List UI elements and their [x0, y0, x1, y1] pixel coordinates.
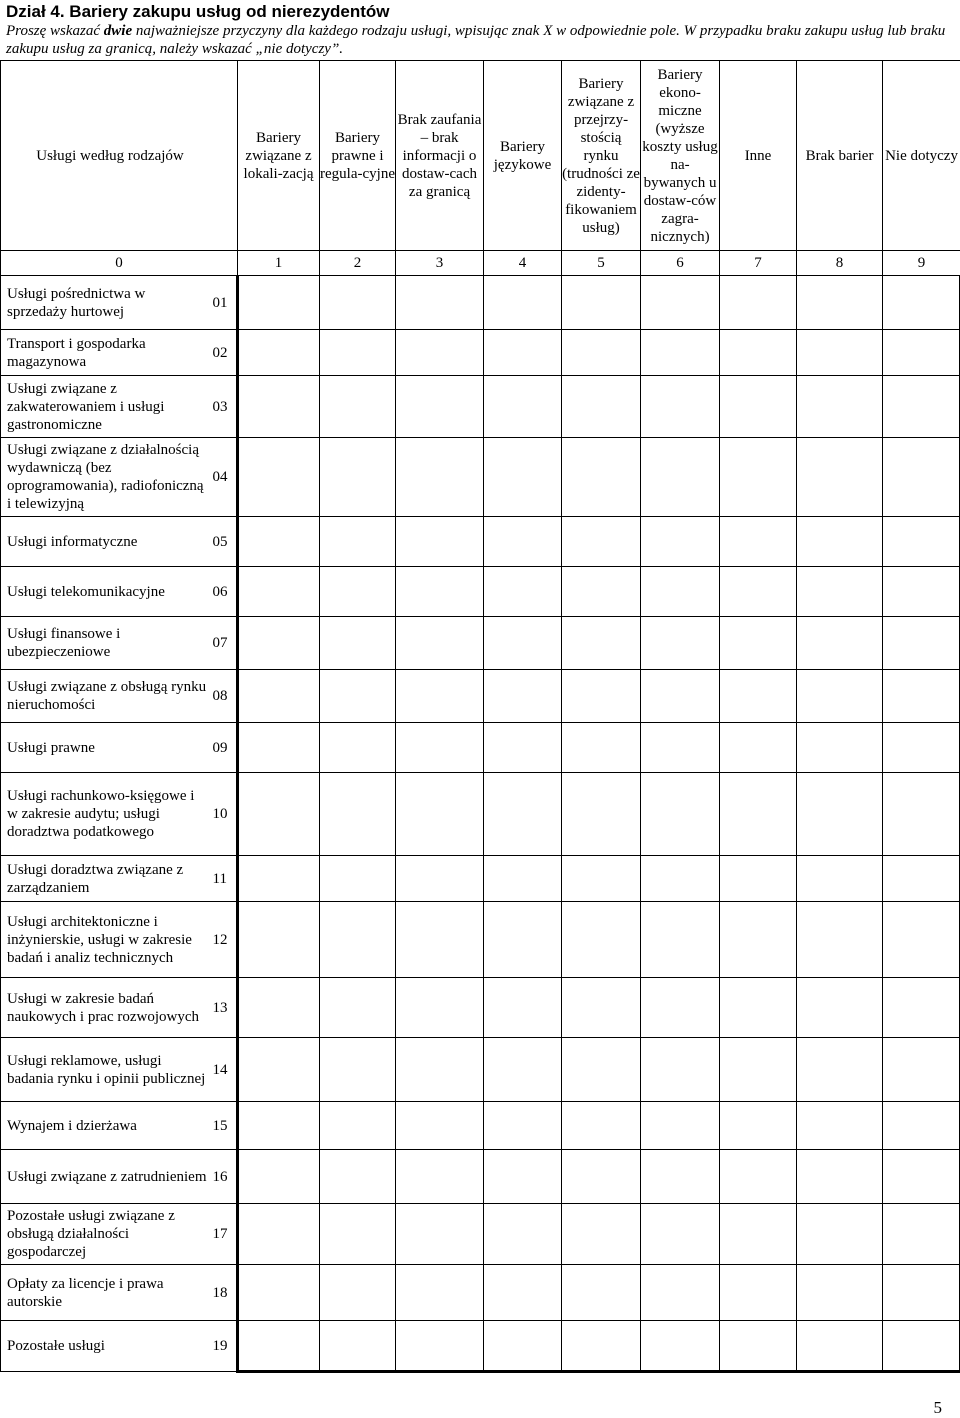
answer-cell[interactable] [484, 276, 562, 330]
instructions-part-b: najważniejsze przyczyny dla każdego rodzaju usługi, wpisując znak X w odpowiednie pole. W przypadku braku zakupu usług lub braku zakupu usług za granicą, należy wskazać „nie dotyczy”. [6, 23, 945, 57]
answer-cell[interactable] [562, 438, 641, 517]
row-code: 15 [211, 1102, 238, 1150]
row-label: Usługi związane z zatrudnieniem [1, 1150, 211, 1204]
answer-cell[interactable] [562, 330, 641, 376]
answer-cell[interactable] [641, 1321, 720, 1372]
answer-cell[interactable] [883, 773, 960, 856]
row-label: Transport i gospodarka magazynowa [1, 330, 211, 376]
answer-cell[interactable] [396, 1204, 484, 1265]
answer-cell[interactable] [641, 978, 720, 1038]
answer-cell[interactable] [396, 978, 484, 1038]
col-number: 2 [320, 251, 396, 276]
answer-cell[interactable] [484, 1321, 562, 1372]
answer-cell[interactable] [396, 1102, 484, 1150]
answer-cell[interactable] [238, 978, 320, 1038]
answer-cell[interactable] [562, 902, 641, 978]
answer-cell[interactable] [641, 1150, 720, 1204]
answer-cell[interactable] [720, 1204, 797, 1265]
answer-cell[interactable] [562, 1321, 641, 1372]
answer-cell[interactable] [396, 670, 484, 723]
col-header-legal: Bariery prawne i regula-cyjne [320, 61, 396, 251]
answer-cell[interactable] [396, 1150, 484, 1204]
answer-cell[interactable] [641, 1038, 720, 1102]
answer-cell[interactable] [484, 438, 562, 517]
answer-cell[interactable] [396, 723, 484, 773]
table-row [1, 1150, 960, 1204]
answer-cell[interactable] [320, 902, 396, 978]
answer-cell[interactable] [484, 1038, 562, 1102]
answer-cell[interactable] [797, 1204, 883, 1265]
instructions-bold: dwie [104, 23, 132, 39]
col-header-language: Bariery językowe [484, 61, 562, 251]
row-code: 09 [211, 723, 238, 773]
answer-cell[interactable] [238, 567, 320, 617]
answer-cell[interactable] [238, 723, 320, 773]
answer-cell[interactable] [396, 330, 484, 376]
answer-cell[interactable] [562, 1038, 641, 1102]
answer-cell[interactable] [320, 856, 396, 902]
table-row [1, 276, 960, 330]
answer-cell[interactable] [720, 1038, 797, 1102]
answer-cell[interactable] [720, 376, 797, 438]
answer-cell[interactable] [562, 723, 641, 773]
section-heading [6, 2, 956, 58]
answer-cell[interactable] [484, 773, 562, 856]
answer-cell[interactable] [797, 376, 883, 438]
col-header-economic: Bariery ekono-miczne (wyższe koszty usług na-bywanych u dostaw-ców zagra-nicznych) [641, 61, 720, 251]
col-header-other: Inne [720, 61, 797, 251]
table-row [1, 902, 960, 978]
answer-cell[interactable] [883, 567, 960, 617]
col-header-trust: Brak zaufania – brak informacji o dostaw-cach za granicą [396, 61, 484, 251]
col-header-not-applicable: Nie dotyczy [883, 61, 960, 251]
answer-cell[interactable] [396, 856, 484, 902]
row-label: Usługi pośrednictwa w sprzedaży hurtowej [1, 276, 211, 330]
col-number: 3 [396, 251, 484, 276]
answer-cell[interactable] [883, 330, 960, 376]
row-code: 13 [211, 978, 238, 1038]
answer-cell[interactable] [562, 1265, 641, 1321]
answer-cell[interactable] [396, 617, 484, 670]
answer-cell[interactable] [797, 723, 883, 773]
col-header-transparency: Bariery związane z przejrzy-stością rynku (trudności ze zidenty-fikowaniem usług) [562, 61, 641, 251]
answer-cell[interactable] [641, 330, 720, 376]
answer-cell[interactable] [883, 1102, 960, 1150]
table-body [1, 276, 960, 1372]
answer-cell[interactable] [484, 1204, 562, 1265]
answer-cell[interactable] [238, 1265, 320, 1321]
answer-cell[interactable] [883, 1265, 960, 1321]
row-code: 06 [211, 567, 238, 617]
table-row [1, 438, 960, 517]
col-number: 5 [562, 251, 641, 276]
answer-cell[interactable] [238, 856, 320, 902]
row-code: 14 [211, 1038, 238, 1102]
table-row [1, 517, 960, 567]
answer-cell[interactable] [797, 517, 883, 567]
answer-cell[interactable] [562, 276, 641, 330]
answer-cell[interactable] [797, 1038, 883, 1102]
answer-cell[interactable] [883, 438, 960, 517]
row-label: Wynajem i dzierżawa [1, 1102, 211, 1150]
answer-cell[interactable] [484, 1265, 562, 1321]
row-label: Usługi prawne [1, 723, 211, 773]
col-number: 9 [883, 251, 960, 276]
answer-cell[interactable] [883, 670, 960, 723]
answer-cell[interactable] [238, 1038, 320, 1102]
table-row [1, 330, 960, 376]
row-label: Usługi związane z działalnością wydawniczą (bez oprogramowania), radiofoniczną i telewizyjną [1, 438, 211, 517]
answer-cell[interactable] [238, 773, 320, 856]
answer-cell[interactable] [883, 376, 960, 438]
answer-cell[interactable] [797, 1150, 883, 1204]
answer-cell[interactable] [797, 902, 883, 978]
answer-cell[interactable] [396, 567, 484, 617]
answer-cell[interactable] [320, 670, 396, 723]
instructions [6, 22, 956, 58]
answer-cell[interactable] [720, 856, 797, 902]
header-row [1, 61, 960, 251]
answer-cell[interactable] [720, 1321, 797, 1372]
row-code: 11 [211, 856, 238, 902]
answer-cell[interactable] [641, 856, 720, 902]
answer-cell[interactable] [641, 1265, 720, 1321]
answer-cell[interactable] [396, 276, 484, 330]
row-label: Usługi w zakresie badań naukowych i prac rozwojowych [1, 978, 211, 1038]
answer-cell[interactable] [883, 1321, 960, 1372]
answer-cell[interactable] [562, 1102, 641, 1150]
answer-cell[interactable] [562, 1204, 641, 1265]
answer-cell[interactable] [883, 978, 960, 1038]
col-header-no-barriers: Brak barier [797, 61, 883, 251]
answer-cell[interactable] [320, 517, 396, 567]
row-code: 02 [211, 330, 238, 376]
answer-cell[interactable] [641, 670, 720, 723]
answer-cell[interactable] [883, 902, 960, 978]
answer-cell[interactable] [484, 670, 562, 723]
answer-cell[interactable] [720, 773, 797, 856]
answer-cell[interactable] [396, 376, 484, 438]
answer-cell[interactable] [484, 902, 562, 978]
answer-cell[interactable] [396, 1321, 484, 1372]
col-number: 4 [484, 251, 562, 276]
answer-cell[interactable] [797, 773, 883, 856]
answer-cell[interactable] [396, 773, 484, 856]
answer-cell[interactable] [883, 856, 960, 902]
answer-cell[interactable] [883, 1038, 960, 1102]
answer-cell[interactable] [883, 517, 960, 567]
col-number: 8 [797, 251, 883, 276]
answer-cell[interactable] [641, 1204, 720, 1265]
answer-cell[interactable] [396, 517, 484, 567]
answer-cell[interactable] [238, 438, 320, 517]
instructions-part-a: Proszę wskazać [6, 23, 104, 39]
answer-cell[interactable] [720, 517, 797, 567]
row-label: Usługi telekomunikacyjne [1, 567, 211, 617]
answer-cell[interactable] [320, 1038, 396, 1102]
table-row [1, 978, 960, 1038]
row-label: Pozostałe usługi związane z obsługą działalności gospodarczej [1, 1204, 211, 1265]
answer-cell[interactable] [396, 1038, 484, 1102]
row-label: Usługi architektoniczne i inżynierskie, usługi w zakresie badań i analiz technicznych [1, 902, 211, 978]
answer-cell[interactable] [720, 567, 797, 617]
answer-cell[interactable] [797, 1102, 883, 1150]
answer-cell[interactable] [720, 670, 797, 723]
answer-cell[interactable] [720, 438, 797, 517]
answer-cell[interactable] [797, 276, 883, 330]
answer-cell[interactable] [797, 670, 883, 723]
answer-cell[interactable] [720, 1150, 797, 1204]
answer-cell[interactable] [641, 773, 720, 856]
row-label: Usługi związane z zakwaterowaniem i usługi gastronomiczne [1, 376, 211, 438]
answer-cell[interactable] [641, 276, 720, 330]
answer-cell[interactable] [238, 276, 320, 330]
answer-cell[interactable] [797, 1321, 883, 1372]
answer-cell[interactable] [320, 438, 396, 517]
table-row [1, 1321, 960, 1372]
row-label: Usługi informatyczne [1, 517, 211, 567]
answer-cell[interactable] [484, 978, 562, 1038]
answer-cell[interactable] [320, 330, 396, 376]
row-code: 08 [211, 670, 238, 723]
answer-cell[interactable] [562, 856, 641, 902]
answer-cell[interactable] [562, 1150, 641, 1204]
answer-cell[interactable] [720, 330, 797, 376]
answer-cell[interactable] [396, 902, 484, 978]
answer-cell[interactable] [562, 617, 641, 670]
col-number: 6 [641, 251, 720, 276]
row-code: 01 [211, 276, 238, 330]
column-number-row [1, 251, 960, 276]
answer-cell[interactable] [797, 617, 883, 670]
answer-cell[interactable] [320, 1265, 396, 1321]
page-number: 5 [934, 1398, 943, 1418]
answer-cell[interactable] [720, 1102, 797, 1150]
answer-cell[interactable] [320, 1150, 396, 1204]
answer-cell[interactable] [797, 1265, 883, 1321]
answer-cell[interactable] [484, 567, 562, 617]
answer-cell[interactable] [641, 438, 720, 517]
table-row [1, 617, 960, 670]
answer-cell[interactable] [641, 517, 720, 567]
row-code: 12 [211, 902, 238, 978]
row-code: 10 [211, 773, 238, 856]
answer-cell[interactable] [562, 517, 641, 567]
answer-cell[interactable] [238, 902, 320, 978]
answer-cell[interactable] [484, 330, 562, 376]
table-row [1, 1102, 960, 1150]
answer-cell[interactable] [320, 978, 396, 1038]
row-code: 18 [211, 1265, 238, 1321]
row-code: 17 [211, 1204, 238, 1265]
table-row [1, 376, 960, 438]
row-code: 07 [211, 617, 238, 670]
col-header-location: Bariery związane z lokali-zacją [238, 61, 320, 251]
answer-cell[interactable] [883, 723, 960, 773]
answer-cell[interactable] [720, 276, 797, 330]
answer-cell[interactable] [484, 856, 562, 902]
answer-cell[interactable] [641, 376, 720, 438]
answer-cell[interactable] [320, 567, 396, 617]
table-row [1, 723, 960, 773]
answer-cell[interactable] [484, 617, 562, 670]
answer-cell[interactable] [238, 670, 320, 723]
answer-cell[interactable] [797, 330, 883, 376]
answer-cell[interactable] [883, 1150, 960, 1204]
answer-cell[interactable] [238, 617, 320, 670]
table-row [1, 1038, 960, 1102]
answer-cell[interactable] [797, 978, 883, 1038]
answer-cell[interactable] [562, 376, 641, 438]
table-row [1, 1265, 960, 1321]
table-row [1, 567, 960, 617]
answer-cell[interactable] [641, 1102, 720, 1150]
row-code: 05 [211, 517, 238, 567]
answer-cell[interactable] [797, 438, 883, 517]
answer-cell[interactable] [562, 978, 641, 1038]
row-label: Opłaty za licencje i prawa autorskie [1, 1265, 211, 1321]
answer-cell[interactable] [238, 1102, 320, 1150]
barriers-table [0, 60, 960, 1373]
answer-cell[interactable] [484, 517, 562, 567]
answer-cell[interactable] [562, 670, 641, 723]
answer-cell[interactable] [320, 773, 396, 856]
row-code: 16 [211, 1150, 238, 1204]
answer-cell[interactable] [484, 1150, 562, 1204]
section-title: Dział 4. Bariery zakupu usług od nierezydentów [6, 2, 956, 22]
answer-cell[interactable] [320, 1102, 396, 1150]
answer-cell[interactable] [641, 617, 720, 670]
table-row [1, 773, 960, 856]
answer-cell[interactable] [641, 567, 720, 617]
answer-cell[interactable] [883, 617, 960, 670]
answer-cell[interactable] [238, 1321, 320, 1372]
answer-cell[interactable] [720, 902, 797, 978]
answer-cell[interactable] [238, 1204, 320, 1265]
answer-cell[interactable] [484, 376, 562, 438]
answer-cell[interactable] [238, 376, 320, 438]
row-label: Usługi rachunkowo-księgowe i w zakresie audytu; usługi doradztwa podatkowego [1, 773, 211, 856]
row-label: Pozostałe usługi [1, 1321, 211, 1372]
col-number: 7 [720, 251, 797, 276]
answer-cell[interactable] [720, 723, 797, 773]
answer-cell[interactable] [883, 276, 960, 330]
answer-cell[interactable] [720, 1265, 797, 1321]
col-number: 1 [238, 251, 320, 276]
answer-cell[interactable] [641, 723, 720, 773]
answer-cell[interactable] [720, 617, 797, 670]
answer-cell[interactable] [320, 617, 396, 670]
answer-cell[interactable] [238, 330, 320, 376]
answer-cell[interactable] [484, 723, 562, 773]
answer-cell[interactable] [484, 1102, 562, 1150]
col-number: 0 [1, 251, 238, 276]
answer-cell[interactable] [320, 1321, 396, 1372]
answer-cell[interactable] [720, 978, 797, 1038]
answer-cell[interactable] [320, 376, 396, 438]
row-label: Usługi związane z obsługą rynku nieruchomości [1, 670, 211, 723]
answer-cell[interactable] [641, 902, 720, 978]
answer-cell[interactable] [562, 773, 641, 856]
answer-cell[interactable] [562, 567, 641, 617]
answer-cell[interactable] [238, 1150, 320, 1204]
table-row [1, 670, 960, 723]
row-label: Usługi finansowe i ubezpieczeniowe [1, 617, 211, 670]
row-label: Usługi reklamowe, usługi badania rynku i opinii publicznej [1, 1038, 211, 1102]
answer-cell[interactable] [320, 276, 396, 330]
answer-cell[interactable] [797, 567, 883, 617]
row-code: 04 [211, 438, 238, 517]
answer-cell[interactable] [396, 1265, 484, 1321]
row-code: 03 [211, 376, 238, 438]
answer-cell[interactable] [396, 438, 484, 517]
row-code: 19 [211, 1321, 238, 1372]
answer-cell[interactable] [883, 1204, 960, 1265]
answer-cell[interactable] [320, 723, 396, 773]
answer-cell[interactable] [797, 856, 883, 902]
row-label: Usługi doradztwa związane z zarządzaniem [1, 856, 211, 902]
answer-cell[interactable] [238, 517, 320, 567]
col-header-service-type: Usługi według rodzajów [1, 61, 238, 251]
table-row [1, 1204, 960, 1265]
table-row [1, 856, 960, 902]
answer-cell[interactable] [320, 1204, 396, 1265]
